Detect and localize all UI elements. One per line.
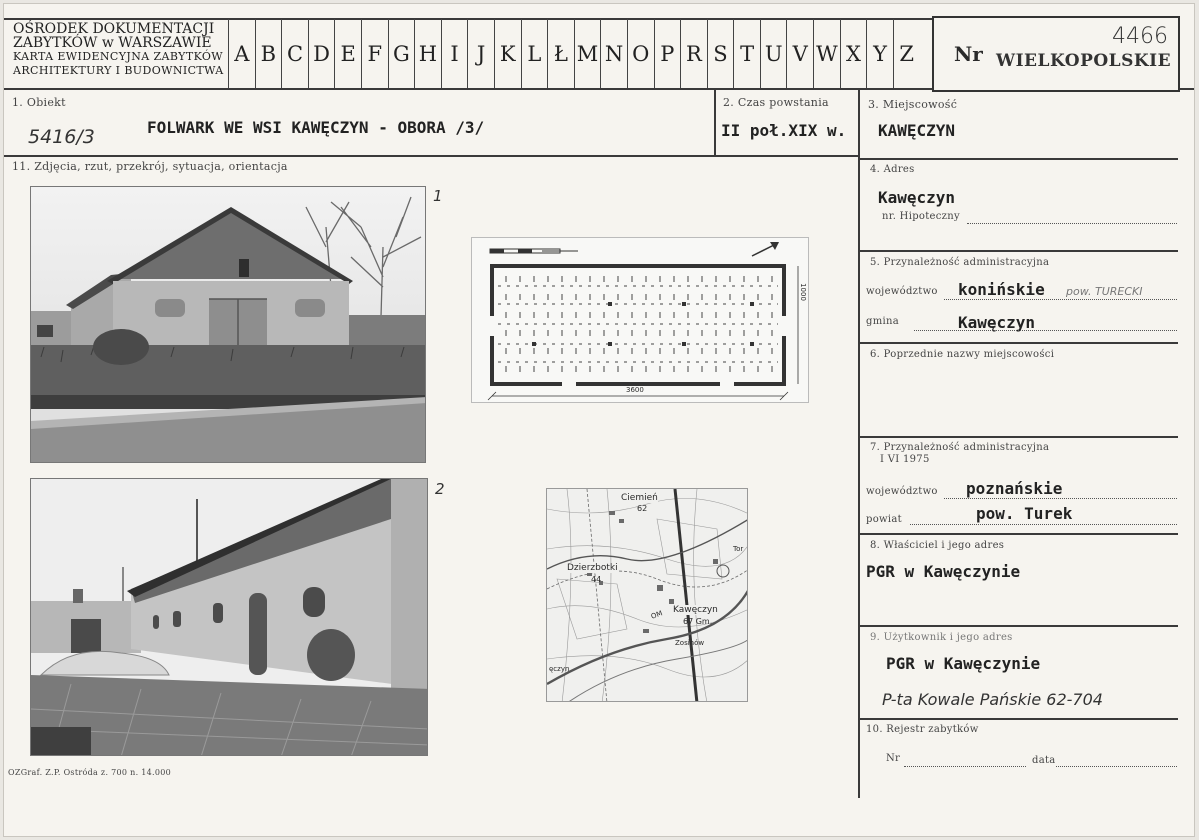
alphabet-letter: C xyxy=(281,19,308,88)
alphabet-letter: X xyxy=(840,19,867,88)
admin-label: 5. Przynależność administracyjna xyxy=(870,257,1050,268)
institution-line-1: OŚRODEK DOKUMENTACJI xyxy=(13,21,215,37)
alphabet-letter: R xyxy=(680,19,707,88)
institution-line-3: KARTA EWIDENCYJNA ZABYTKÓW xyxy=(13,50,224,63)
owner-label: 8. Właściciel i jego adres xyxy=(870,540,1005,551)
alphabet-letter: Y xyxy=(866,19,893,88)
alphabet-letter: G xyxy=(388,19,415,88)
alphabet-index xyxy=(228,19,919,88)
place-value: KAWĘCZYN xyxy=(878,121,956,140)
photo-barn-gable xyxy=(30,186,426,463)
date-value: II poł.XIX w. xyxy=(721,121,847,140)
alphabet-letter: Z xyxy=(893,19,920,88)
institution-line-2: ZABYTKÓW w WARSZAWIE xyxy=(13,35,212,51)
map-label-62: 62 xyxy=(637,504,648,513)
owner-value: PGR w Kawęczynie xyxy=(866,562,1021,581)
printer-footer: OZGraf. Z.P. Ostróda z. 700 n. 14.000 xyxy=(8,768,172,777)
record-card xyxy=(3,3,1195,837)
map-label-ciemien: Ciemień xyxy=(621,493,658,503)
location-map xyxy=(546,488,748,702)
handwritten-number: 4466 xyxy=(1112,24,1168,49)
region-label: WIELKOPOLSKIE xyxy=(996,51,1172,71)
alphabet-letter: V xyxy=(786,19,813,88)
map-label-eczyn: ęczyn xyxy=(549,665,570,673)
alphabet-letter: H xyxy=(414,19,441,88)
map-label-zosinow: Zosinów xyxy=(675,639,705,647)
map-label-44: 44 xyxy=(591,575,602,584)
address-value: Kawęczyn xyxy=(878,188,956,207)
floor-plan-drawing xyxy=(472,238,809,403)
alphabet-letter: M xyxy=(574,19,601,88)
alphabet-letter: Ł xyxy=(547,19,574,88)
alphabet-letter: W xyxy=(813,19,840,88)
photos-label: 11. Zdjęcia, rzut, przekrój, sytuacja, orientacja xyxy=(12,160,288,173)
alphabet-letter: E xyxy=(334,19,361,88)
photo-barn-gable-image xyxy=(31,187,426,463)
object-code: 5416/3 xyxy=(28,126,95,148)
address-sub-label: nr. Hipoteczny xyxy=(882,211,960,222)
map-label-kaweczyn: Kawęczyn xyxy=(673,605,718,615)
plan-dimension-bottom: 3600 xyxy=(626,386,644,394)
voivodeship-1975-value: poznańskie xyxy=(966,479,1063,498)
previous-names-label: 6. Poprzednie nazwy miejscowości xyxy=(870,349,1055,360)
user-address-handwritten: P-ta Kowale Pańskie 62-704 xyxy=(882,690,1103,709)
alphabet-letter: N xyxy=(600,19,627,88)
map-label-om: OM xyxy=(649,609,664,621)
photo-number-2: 2 xyxy=(435,480,445,498)
institution-block xyxy=(13,22,224,78)
institution-line-4: ARCHITEKTURY I BUDOWNICTWA xyxy=(13,64,224,77)
powiat-value: pow. Turek xyxy=(976,504,1073,523)
alphabet-letter: B xyxy=(255,19,282,88)
date-label: 2. Czas powstania xyxy=(723,96,829,109)
alphabet-letter: A xyxy=(228,19,255,88)
alphabet-letter: F xyxy=(361,19,388,88)
photo-number-1: 1 xyxy=(433,187,443,205)
powiat-label: powiat xyxy=(866,514,902,525)
alphabet-letter: T xyxy=(733,19,760,88)
alphabet-letter: S xyxy=(707,19,734,88)
register-label: 10. Rejestr zabytków xyxy=(866,724,979,735)
admin-1975-label: 7. Przynależność administracyjna xyxy=(870,442,1050,453)
gmina-label: gmina xyxy=(866,316,899,327)
alphabet-letter: P xyxy=(654,19,681,88)
object-label: 1. Obiekt xyxy=(12,96,66,109)
voivodeship-value: konińskie xyxy=(958,280,1045,299)
user-label: 9. Użytkownik i jego adres xyxy=(870,632,1013,643)
admin-1975-date: I VI 1975 xyxy=(880,454,930,465)
register-nr-label: Nr xyxy=(886,753,901,764)
object-name: FOLWARK WE WSI KAWĘCZYN - OBORA /3/ xyxy=(147,118,485,137)
voivodeship-handwritten: pow. TURECKI xyxy=(1066,285,1143,298)
alphabet-letter: O xyxy=(627,19,654,88)
alphabet-letter: J xyxy=(467,19,494,88)
alphabet-letter: D xyxy=(308,19,335,88)
address-label: 4. Adres xyxy=(870,164,915,175)
alphabet-letter: K xyxy=(494,19,521,88)
gmina-value: Kawęczyn xyxy=(958,313,1036,332)
plan-dimension-side: 1000 xyxy=(798,283,807,301)
alphabet-letter: I xyxy=(441,19,468,88)
place-label: 3. Miejscowość xyxy=(868,98,958,111)
photo-barn-side-image xyxy=(31,479,428,756)
map-label-dzierzbotki: Dzierzbotki xyxy=(567,563,618,573)
map-label-67gm: 67 Gm. xyxy=(683,617,713,626)
voivodeship-1975-label: województwo xyxy=(866,486,938,497)
location-map-drawing xyxy=(547,489,748,702)
photo-barn-side xyxy=(30,478,428,756)
number-box xyxy=(932,16,1180,92)
floor-plan xyxy=(471,237,809,403)
user-value: PGR w Kawęczynie xyxy=(886,654,1041,673)
map-label-tor: Tor xyxy=(733,545,744,553)
alphabet-letter: L xyxy=(521,19,548,88)
number-box-label: Nr xyxy=(954,42,983,66)
register-date-label: data xyxy=(1032,755,1056,766)
alphabet-letter: U xyxy=(760,19,787,88)
voivodeship-label: województwo xyxy=(866,286,938,297)
